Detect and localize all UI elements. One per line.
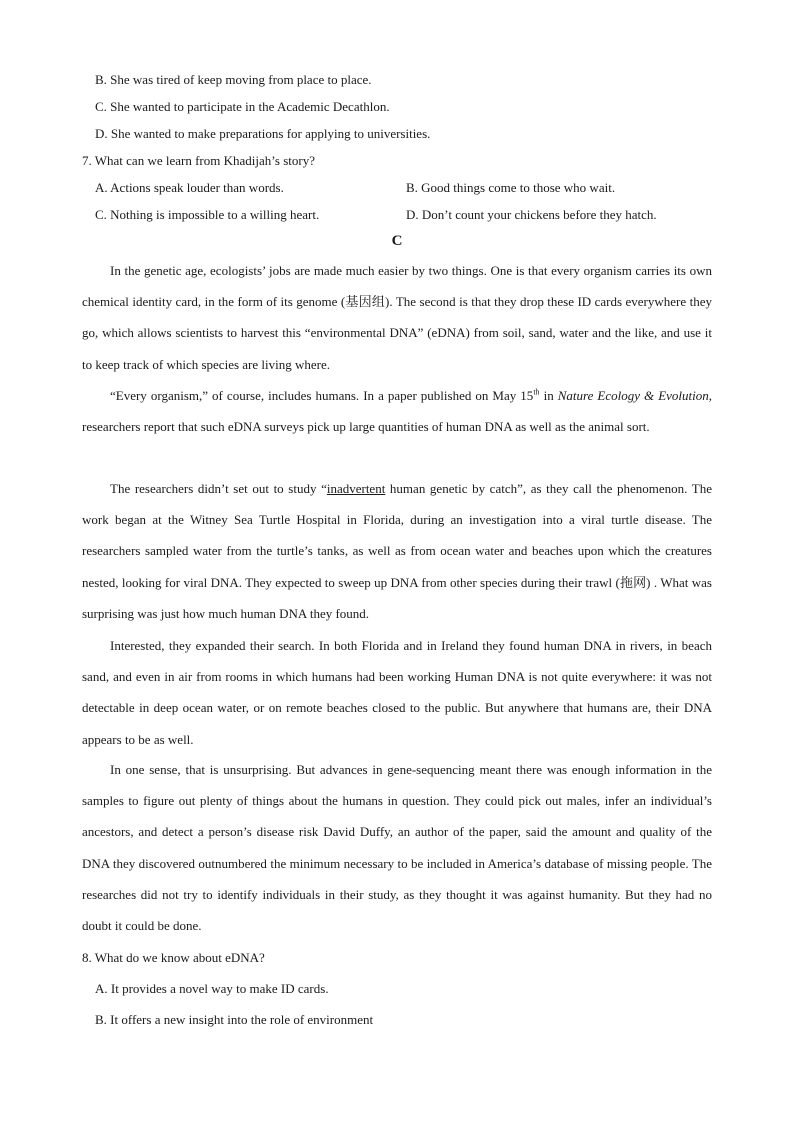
q8-option-a: A. It provides a novel way to make ID cards.	[95, 981, 329, 996]
section-title: C	[391, 233, 403, 249]
q6-option-c: C. She wanted to participate in the Academic Decathlon.	[95, 99, 390, 114]
underlined-word: inadvertent	[326, 481, 386, 496]
paragraph-5: In one sense, that is unsurprising. But advances in gene-sequencing meant there was enough information in the samples to figure out plenty of things about the humans in question. They could pick out males, infer an individual’s ancestors, and detect a person’s disease risk David Duffy, an author of the paper, said the amount and quality of the DNA they discovered outnumbered the minimum necessary to be included in America’s database of missing people. The researches did not try to identify individuals in their study, as they thought it was against humanity. But they had no doubt it could be done.	[82, 762, 712, 934]
q8-option-b: B. It offers a new insight into the role of environment	[95, 1012, 374, 1027]
paragraph-1: In the genetic age, ecologists’ jobs are made much easier by two things. One is that every organism carries its own chemical identity card, in the form of its genome (基因组). The second is that they drop these ID cards everywhere they go, which allows scientists to harvest this “environmental DNA” (eDNA) from soil, sand, water and the like, and use it to keep track of which species are living where.	[82, 263, 712, 372]
q7-question: 7. What can we learn from Khadijah’s story?	[82, 153, 315, 168]
q7-option-b: B. Good things come to those who wait.	[406, 180, 616, 195]
q8-question: 8. What do we know about eDNA?	[82, 950, 265, 965]
q7-option-a: A. Actions speak louder than words.	[95, 180, 284, 195]
paragraph-4: Interested, they expanded their search. In both Florida and in Ireland they found human DNA in rivers, in beach sand, and even in air from rooms in which humans had been working Human DNA is not quite everywhere: it was not detectable in deep ocean water, or on remote beaches closed to the public. But anywhere that humans are, their DNA appears to be as well.	[82, 638, 712, 747]
q7-option-d: D. Don’t count your chickens before they hatch.	[406, 207, 657, 222]
paragraph-2: “Every organism,” of course, includes humans. In a paper published on May 15th in Nature Ecology & Evolution, researchers report that such eDNA surveys pick up large quantities of human DNA as well as the animal sort.	[82, 387, 712, 435]
paragraph-3: The researchers didn’t set out to study “inadvertent human genetic by catch”, as they call the phenomenon. The work began at the Witney Sea Turtle Hospital in Florida, during an investigation into a viral turtle disease. The researchers sampled water from the turtle’s tanks, as well as from ocean water and beaches upon which the creatures nested, looking for viral DNA. They expected to sweep up DNA from other species during their trawl (拖网) . What was surprising was just how much human DNA they found.	[82, 481, 712, 621]
q7-option-c: C. Nothing is impossible to a willing heart.	[95, 207, 320, 222]
q6-option-d: D. She wanted to make preparations for applying to universities.	[95, 126, 431, 141]
q6-option-b: B. She was tired of keep moving from place to place.	[95, 72, 372, 87]
